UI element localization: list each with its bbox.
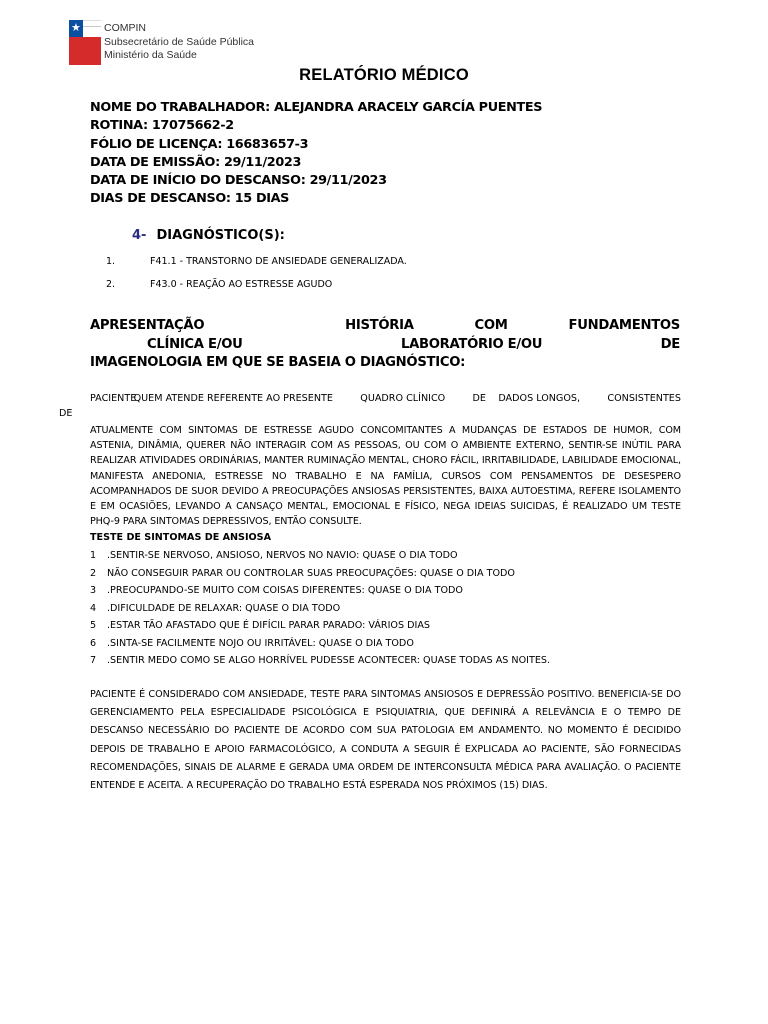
text-chunk: DE [472,393,486,404]
test-item [90,568,515,579]
heading-word: FUNDAMENTOS [568,318,680,333]
diagnosis-text: F43.0 - REAÇÃO AO ESTRESSE AGUDO [150,279,333,290]
rotina: ROTINA: 17075662-2 [90,118,234,134]
test-item [90,603,340,614]
test-heading: TESTE DE SINTOMAS DE ANSIOSA [90,532,272,543]
text-chunk: DADOS LONGOS, [498,393,581,404]
heading-line: IMAGENOLOGIA EM QUE SE BASEIA O DIAGNÓSTICO: [90,355,466,370]
star-icon: ★ [71,22,81,34]
government-logo [69,20,101,65]
heading-word: APRESENTAÇÃO [90,318,205,333]
heading-word: HISTÓRIA [345,318,414,333]
heading-word: DE [660,336,680,352]
worker-name: NOME DO TRABALHADOR: ALEJANDRA ARACELY GARCÍA PUENTES [90,100,543,115]
test-item [90,655,550,666]
test-item-text: .PREOCUPANDO-SE MUITO COM COISAS DIFERENTES: QUASE O DIA TODO [107,585,463,596]
test-item-text: .DIFICULDADE DE RELAXAR: QUASE O DIA TODO [107,603,341,614]
text-chunk: CONSISTENTES [607,393,681,404]
paragraph-text: ATUALMENTE COM SINTOMAS DE ESTRESSE AGUDO CONCOMITANTES A MUDANÇAS DE ESTADOS DE HUMOR, COM ASTENIA, DINÂMIA, QUERER NÃO INTERAGIR COM AS PESSOAS, OU COM O AMBIENTE EXTERNO, SENTIR-SE INÚTIL PARA REALIZAR ATIVIDADES ORDINÁRIAS, MANTER RUMINAÇÃO MENTAL, CHORO FÁCIL, IRRITABILIDADE, LABILIDADE EMOCIONAL, MANIFESTA ANEDONIA, ESTRESSE NO TRABALHO E NA FAMÍLIA, CURSOS COM PENSAMENTOS DE DESESPERO ACOMPANHADOS DE SUOR DEVIDO A PREOCUPAÇÕES ANSIOSAS PERSISTENTES, BAIXA AUTOESTIMA, REFERE ISOLAMENTO E EM OCASIÕES, LEVANDO A CANSAÇO MENTAL, EMOCIONAL E FÍSICO, NEGA IDEIAS SUICIDAS, É REALIZADO UM TESTE PHQ-9 PARA SINTOMAS DEPRESSIVOS, ENTÃO CONSULTE. [90,425,681,528]
test-item [90,620,430,631]
organization-block [104,22,254,63]
diagnosis-heading-text: DIAGNÓSTICO(S): [156,228,285,243]
org-line: Subsecretário de Saúde Pública [104,35,255,48]
presentation-heading [90,317,680,373]
test-item-text: .ESTAR TÃO AFASTADO QUE É DIFÍCIL PARAR PARADO: VÁRIOS DIAS [107,620,430,631]
org-line: COMPIN [104,22,146,34]
list-number: 2 [90,568,97,579]
diagnosis-heading [132,228,285,243]
test-item [90,638,414,649]
folio-licenca: FÓLIO DE LICENÇA: 16683657-3 [90,136,309,152]
clinical-paragraph [90,423,681,529]
section-number: 4- [132,228,147,243]
test-item [90,585,463,596]
orphan-word: DE [59,408,73,419]
paragraph-text: PACIENTE É CONSIDERADO COM ANSIEDADE, TESTE PARA SINTOMAS ANSIOSOS E DEPRESSÃO POSITIVO. BENEFICIA-SE DO GERENCIAMENTO PELA ESPECIALIDADE PSICOLÓGICA E PSIQUIATRIA, QUE DEFINIRÁ A RELEVÂNCIA E O TEMPO DE DESCANSO NECESSÁRIO DO PACIENTE DE ACORDO COM SUA PATOLOGIA EM ANDAMENTO. NO MOMENTO É DECIDIDO DEPOIS DE TRABALHO E APOIO FARMACOLÓGICO, A CONDUTA A SEGUIR É EXPLICADA AO PACIENTE, SÃO FORNECIDAS RECOMENDAÇÕES, SINAIS DE ALARME E GERADA UMA ORDEM DE INTERCONSULTA MÉDICA PARA AVALIAÇÃO. O PACIENTE ENTENDE E ACEITA. A RECUPERAÇÃO DO TRABALHO ESTÁ ESPERADA NOS PRÓXIMOS (15) DIAS. [90,689,681,792]
worker-info [90,99,542,209]
list-number: 2. [106,279,116,290]
data-emissao: DATA DE EMISSÃO: 29/11/2023 [90,154,302,170]
text-chunk: PACIENTE [90,393,137,404]
list-number: 6 [90,638,97,649]
document-title: RELATÓRIO MÉDICO [299,66,469,84]
list-number: 7 [90,655,97,666]
heading-word: LABORATÓRIO E/OU [400,336,543,352]
list-number: 5 [90,620,97,631]
test-item-text: .SINTA-SE FACILMENTE NOJO OU IRRITÁVEL: QUASE O DIA TODO [107,638,414,649]
text-chunk: QUEM ATENDE REFERENTE AO PRESENTE [133,393,333,404]
test-item-text: .SENTIR-SE NERVOSO, ANSIOSO, NERVOS NO NAVIO: QUASE O DIA TODO [107,550,458,561]
list-number: 1. [106,256,116,267]
test-item [90,550,458,561]
heading-word: CLÍNICA E/OU [147,336,243,352]
test-item-text: .SENTIR MEDO COMO SE ALGO HORRÍVEL PUDESSE ACONTECER: QUASE TODAS AS NOITES. [107,655,551,666]
paragraph-first-line [90,393,681,404]
list-number: 4 [90,603,97,614]
data-inicio-descanso: DATA DE INÍCIO DO DESCANSO: 29/11/2023 [90,173,387,189]
conclusion-paragraph [90,686,681,795]
list-number: 1 [90,550,97,561]
text-chunk: QUADRO CLÍNICO [360,393,446,404]
test-item-text: NÃO CONSEGUIR PARAR OU CONTROLAR SUAS PREOCUPAÇÕES: QUASE O DIA TODO [107,568,515,579]
heading-word: COM [474,318,508,333]
org-line: Ministério da Saúde [104,49,197,61]
diagnosis-text: F41.1 - TRANSTORNO DE ANSIEDADE GENERALIZADA. [150,256,407,267]
dias-descanso: DIAS DE DESCANSO: 15 DIAS [90,191,290,207]
list-number: 3 [90,585,97,596]
